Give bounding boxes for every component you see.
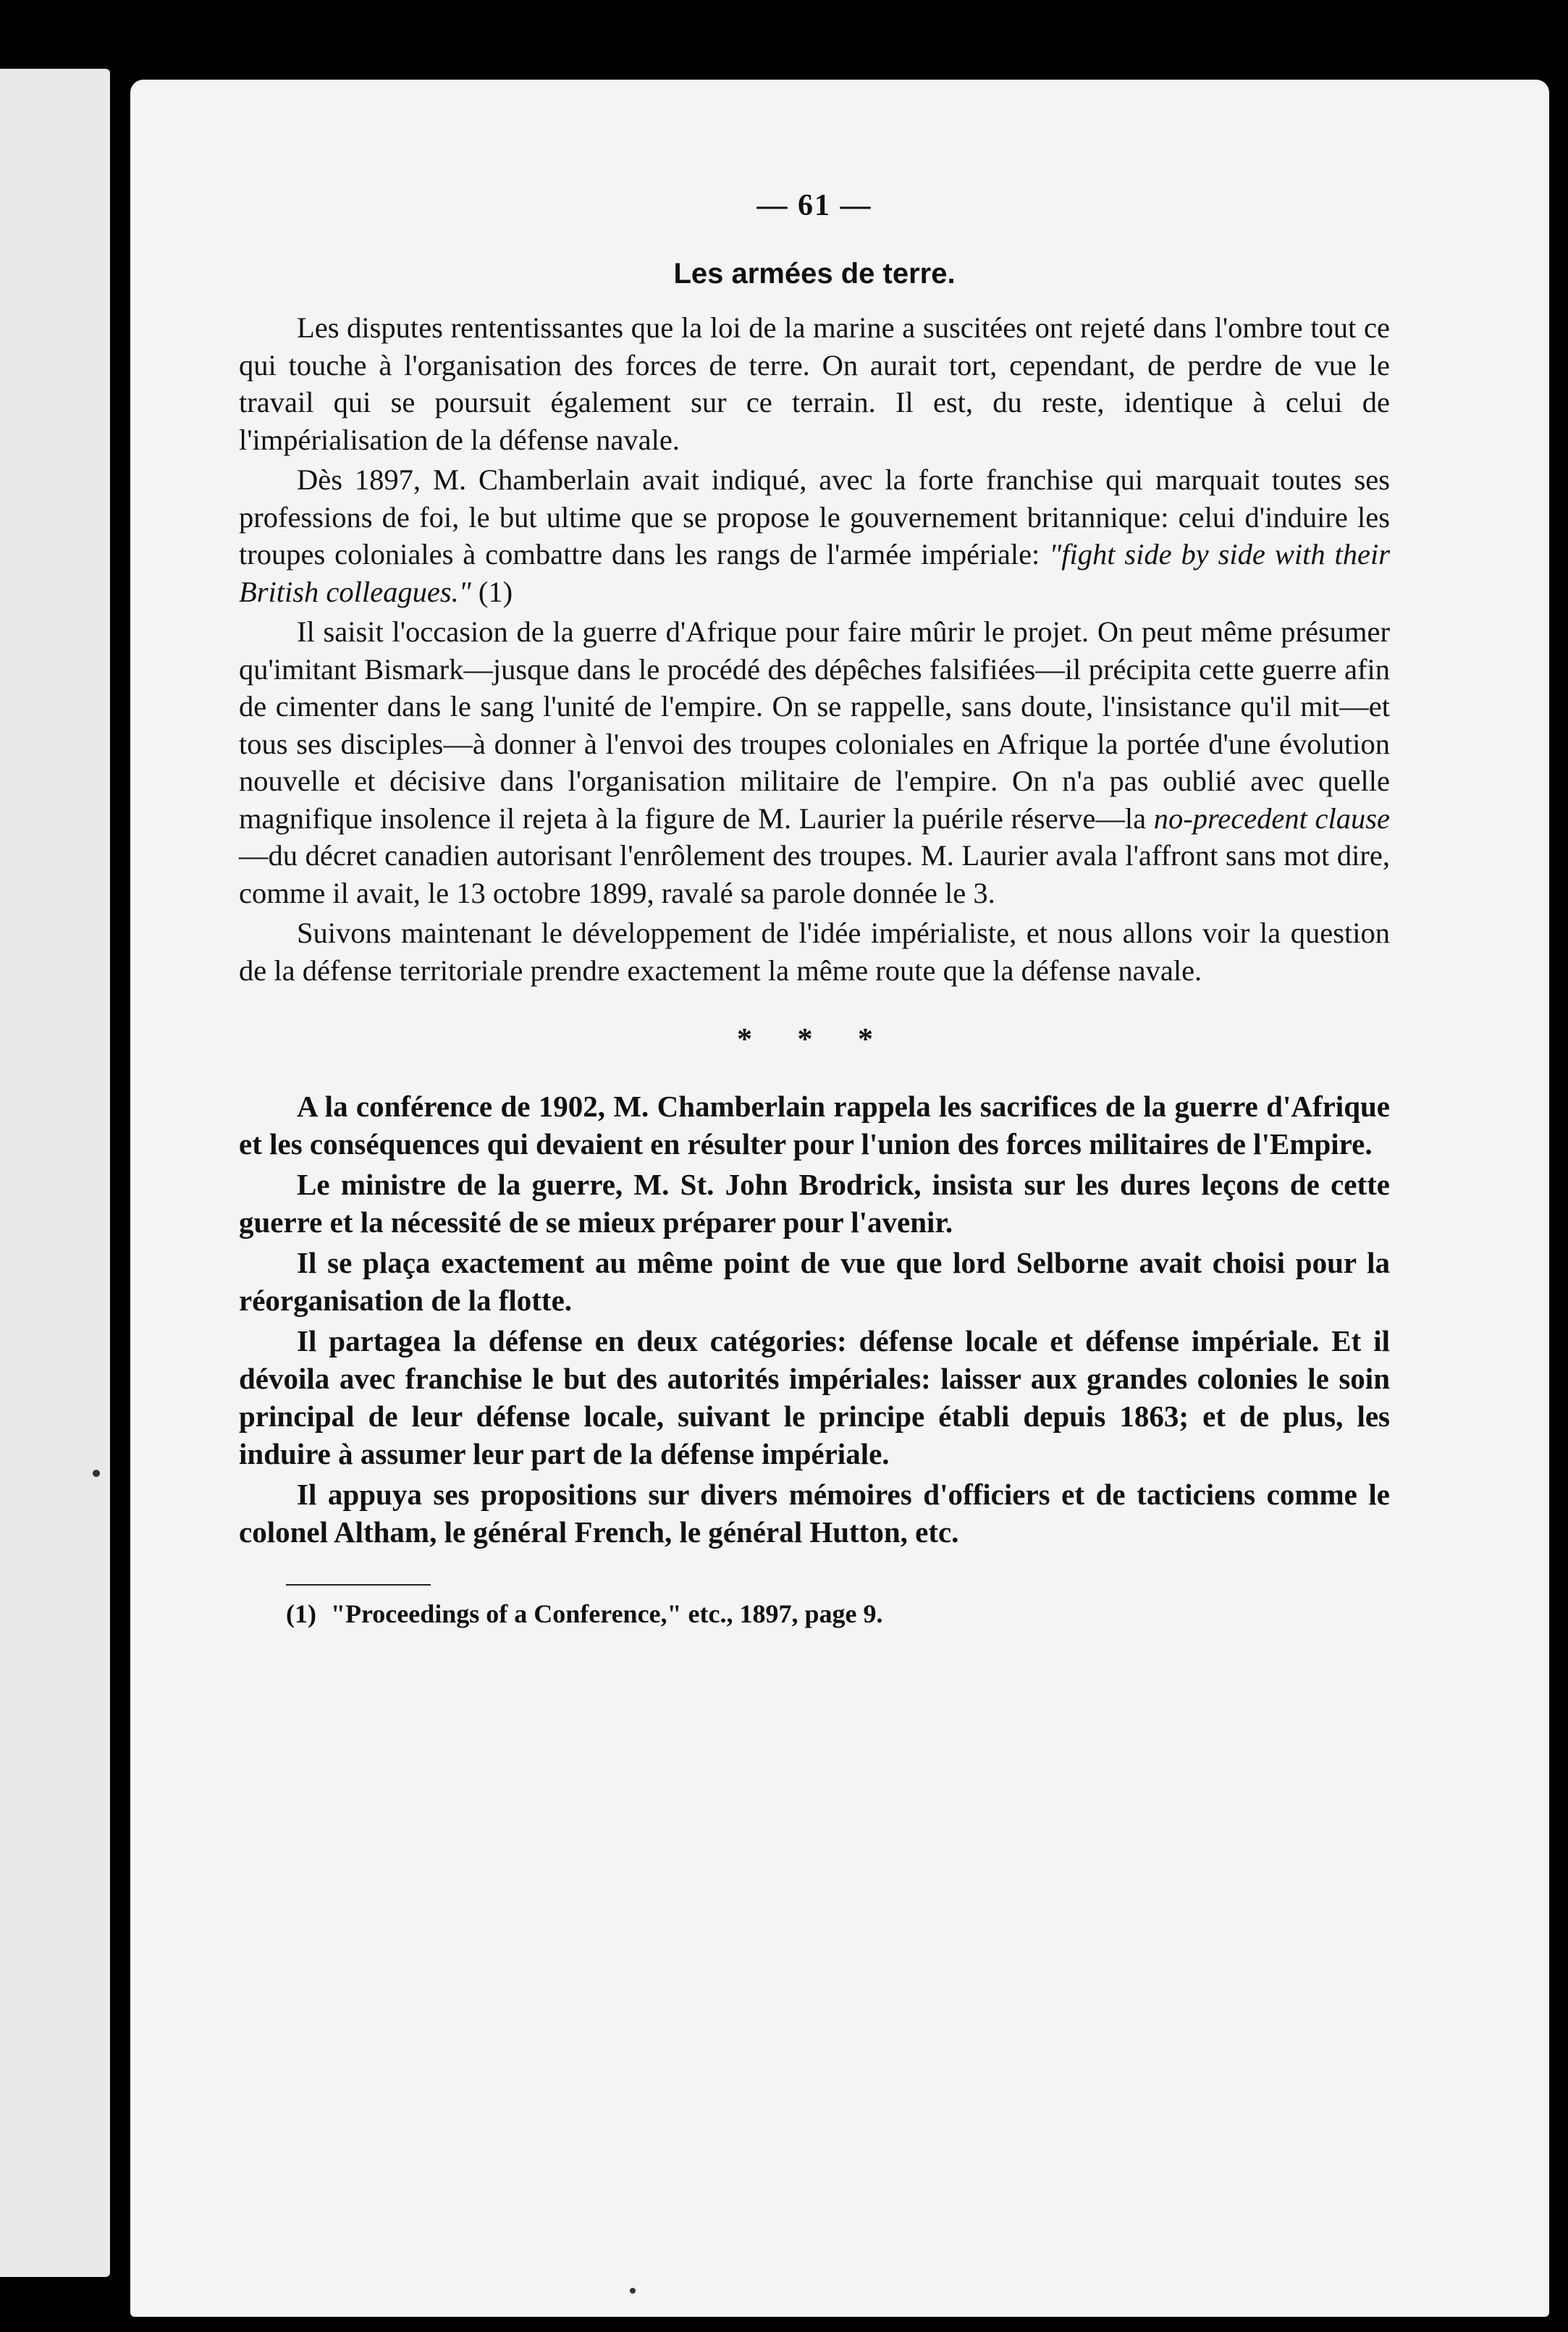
- page-speck: [93, 1470, 100, 1477]
- paragraph: Suivons maintenant le développement de l'idée impérialiste, et nous allons voir la question de la défense territoriale prendre exactement la même route que la défense navale.: [239, 917, 1390, 987]
- section-separator: * * *: [737, 1023, 892, 1056]
- book-page: [130, 80, 1549, 2317]
- paragraph-text: Dès 1897, M. Chamberlain avait indiqué, avec la forte franchise qui marquait toutes ses professions de foi, le but ultime que se propose le gouvernement britannique: celui d'induire les troupes coloniales à combattre dans les rangs de l'armée impériale:: [239, 463, 1390, 571]
- footnote-reference: (1): [471, 575, 513, 608]
- paragraph: Il appuya ses propositions sur divers mémoires d'officiers et de tacticiens comme le colonel Altham, le général French, le général Hutton, etc.: [239, 1478, 1390, 1549]
- italic-term: no-precedent clause: [1153, 801, 1390, 835]
- paragraph: Le ministre de la guerre, M. St. John Brodrick, insista sur les dures leçons de cette guerre et la nécessité de se mieux préparer pour l'avenir.: [239, 1168, 1390, 1239]
- footnote-mark: (1): [286, 1599, 316, 1628]
- paragraph: Les disputes rententissantes que la loi de la marine a suscitées ont rejeté dans l'ombre tout ce qui touche à l'organisation des forces de terre. On aurait tort, cependant, de perdre de vue le travail qui se poursuit également sur ce terrain. Il est, du reste, identique à celui de l'impérialisation de la défense navale.: [239, 311, 1390, 456]
- paragraph: [239, 613, 1390, 912]
- paragraph-text: —du décret canadien autorisant l'enrôlement des troupes. M. Laurier avala l'affront sans mot dire, comme il avait, le 13 octobre 1899, ravalé sa parole donnée le 3.: [239, 839, 1390, 909]
- paragraph: Il partagea la défense en deux catégories: défense locale et défense impériale. Et il dévoila avec franchise le but des autorités impériales: laisser aux grandes colonies le soin principal de leur défense locale, suivant le principe établi depuis 1863; et de plus, les induire à assumer leur part de la défense impériale.: [239, 1324, 1390, 1470]
- italic-quote: "fight side by side with their British colleagues.": [239, 538, 1390, 608]
- paragraph-text: Il saisit l'occasion de la guerre d'Afrique pour faire mûrir le projet. On peut même présumer qu'imitant Bismark—jusque dans le procédé des dépêches falsifiées—il précipita cette guerre afin de cimenter dans le sang l'unité de l'empire. On se rappelle, sans doute, l'insistance qu'il mit—et tous ses disciples—à donner à l'envoi des troupes coloniales en Afrique la portée d'une évolution nouvelle et décisive dans l'organisation militaire de l'empire. On n'a pas oublié avec quelle magnifique insolence il rejeta à la figure de M. Laurier la puérile réserve—la: [239, 615, 1390, 835]
- page-speck: [630, 2288, 636, 2294]
- page-number: — 61 —: [756, 189, 872, 222]
- paragraph: [239, 461, 1390, 610]
- footnote-rule: [286, 1584, 431, 1586]
- footnote-text: "Proceedings of a Conference," etc., 1897, page 9.: [330, 1599, 883, 1628]
- footnote: [286, 1599, 1390, 1629]
- paragraph: Il se plaça exactement au même point de vue que lord Selborne avait choisi pour la réorganisation de la flotte.: [239, 1246, 1390, 1317]
- page-content: [239, 188, 1390, 1629]
- section-heading: Les armées de terre.: [673, 258, 956, 290]
- facing-page-edge: [0, 69, 110, 2277]
- paragraph: A la conférence de 1902, M. Chamberlain rappela les sacrifices de la guerre d'Afrique et les conséquences qui devaient en résulter pour l'union des forces militaires de l'Empire.: [239, 1090, 1390, 1161]
